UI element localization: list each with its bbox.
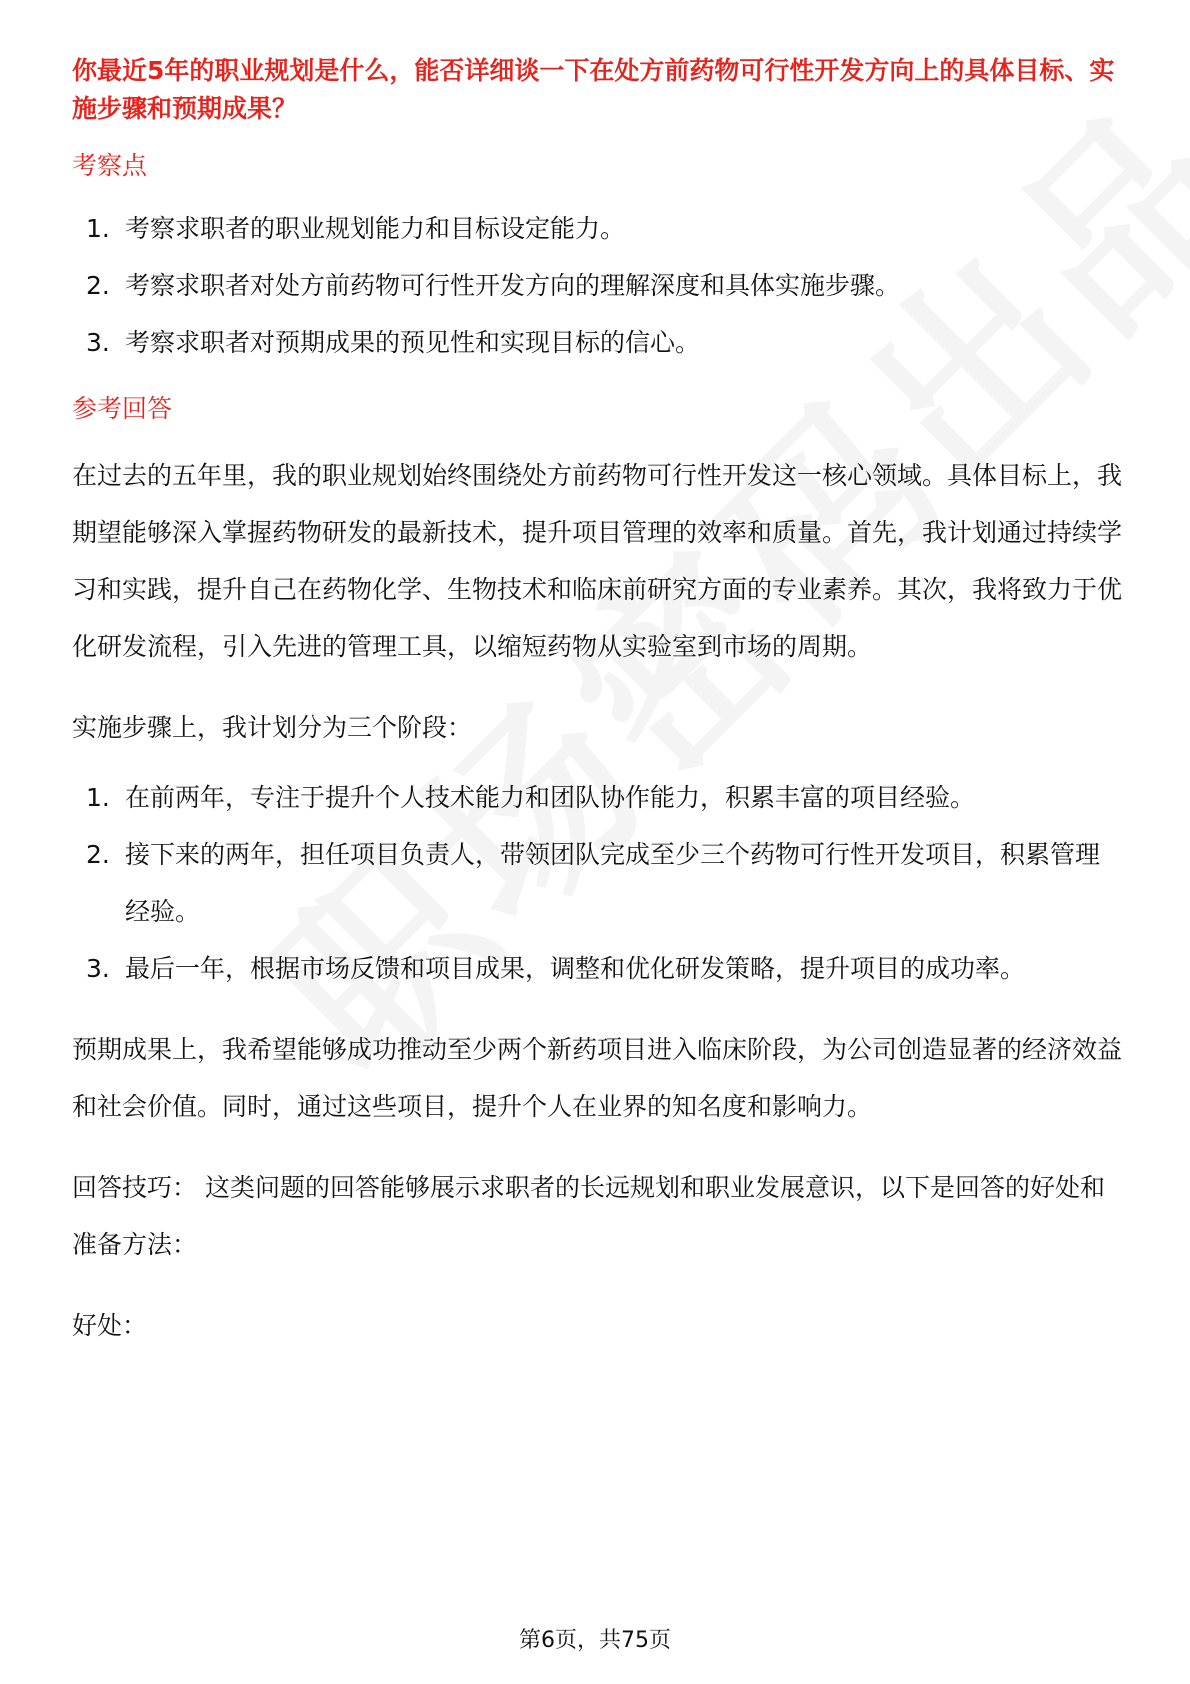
steps-list — [72, 769, 1122, 997]
list-item: 1. 考察求职者的职业规划能力和目标设定能力。 — [86, 214, 626, 243]
answer-paragraph: 预期成果上，我希望能够成功推动至少两个新药项目进入临床阶段，为公司创造显著的经济效益和社会价值。同时，通过这些项目，提升个人在业界的知名度和影响力。 — [72, 1035, 1123, 1121]
list-item: 2. 考察求职者对处方前药物可行性开发方向的理解深度和具体实施步骤。 — [86, 271, 901, 300]
benefits-label: 好处： — [72, 1311, 148, 1340]
answer-heading: 参考回答 — [72, 394, 173, 423]
focus-list — [72, 200, 1122, 371]
answer-paragraph: 实施步骤上，我计划分为三个阶段： — [72, 713, 473, 742]
interview-question: 你最近5年的职业规划是什么，能否详细谈一下在处方前药物可行性开发方向上的具体目标、实施步骤和预期成果？ — [72, 56, 1115, 123]
focus-heading: 考察点 — [72, 151, 148, 180]
list-item: 1. 在前两年，专注于提升个人技术能力和团队协作能力，积累丰富的项目经验。 — [86, 783, 976, 812]
answer-paragraph: 在过去的五年里，我的职业规划始终围绕处方前药物可行性开发这一核心领域。具体目标上，我期望能够深入掌握药物研发的最新技术，提升项目管理的效率和质量。首先，我计划通过持续学习和实践，提升自己在药物化学、生物技术和临床前研究方面的专业素养。其次，我将致力于优化研发流程，引入先进的管理工具，以缩短药物从实验室到市场的周期。 — [72, 461, 1123, 661]
page-number: 第6页，共75页 — [519, 1628, 671, 1653]
list-item: 3. 最后一年，根据市场反馈和项目成果，调整和优化研发策略，提升项目的成功率。 — [86, 954, 1026, 983]
page-content — [72, 52, 1122, 1354]
list-item: 3. 考察求职者对预期成果的预见性和实现目标的信心。 — [86, 328, 701, 357]
list-item: 2. 接下来的两年，担任项目负责人，带领团队完成至少三个药物可行性开发项目，积累管理经验。 — [86, 840, 1101, 926]
tips-paragraph: 回答技巧： 这类问题的回答能够展示求职者的长远规划和职业发展意识，以下是回答的好处和准备方法： — [72, 1173, 1105, 1259]
